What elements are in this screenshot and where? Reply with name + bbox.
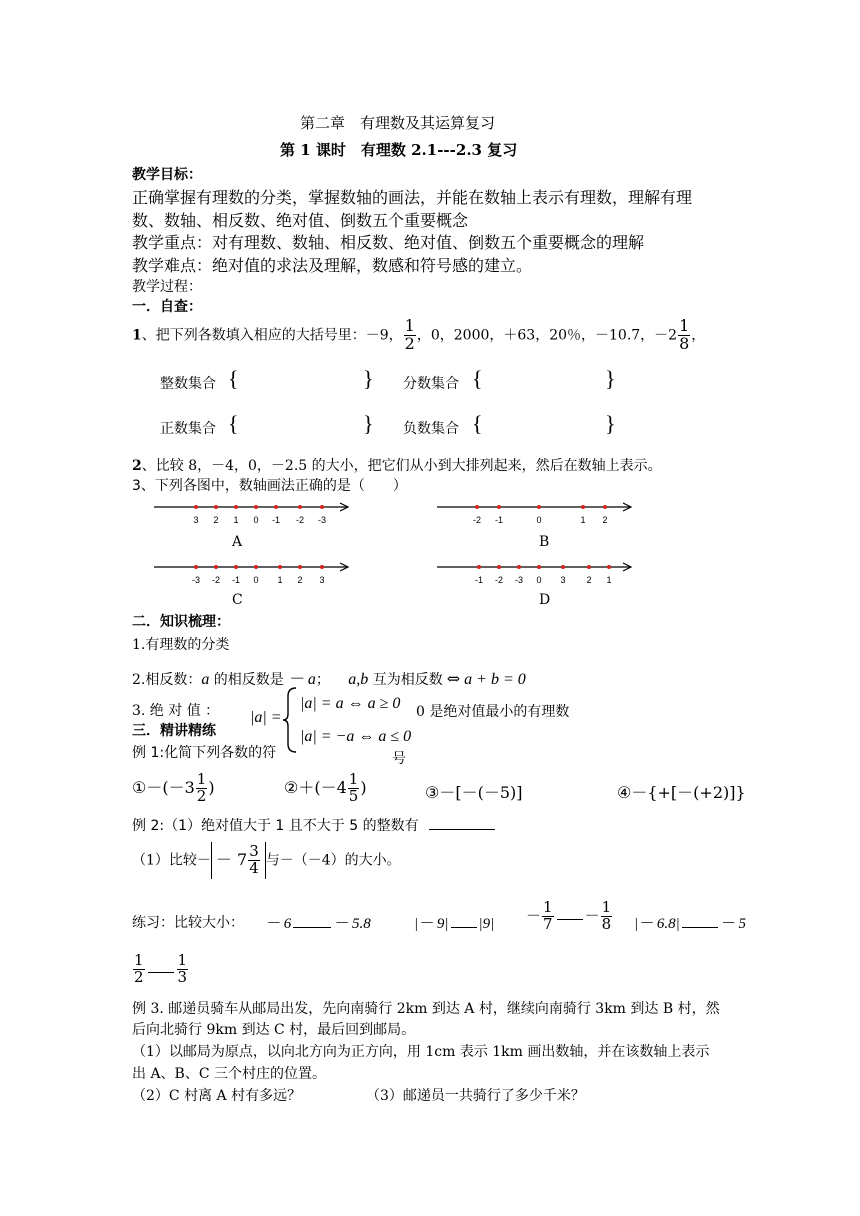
integer-set-close: }	[363, 366, 374, 391]
axis-tick-label: -2	[295, 515, 305, 525]
positive-set-label: 正数集合	[160, 421, 216, 437]
piecewise-brace	[282, 686, 298, 754]
practice-5-blank[interactable]	[148, 972, 174, 973]
fraction-set-close: }	[605, 366, 616, 391]
axis-point	[477, 565, 481, 569]
axis-point	[194, 505, 198, 509]
axis-tick-label: 0	[253, 575, 259, 585]
axis-point	[298, 565, 302, 569]
axis-point	[561, 565, 565, 569]
axis-point	[214, 505, 218, 509]
absolute-value-note: 0 是绝对值最小的有理数	[416, 704, 570, 720]
teaching-focus: 教学重点：对有理数、数轴、相反数、绝对值、倒数五个重要概念的理解	[132, 233, 645, 252]
axis-tick-label: 1	[606, 575, 612, 585]
absolute-value-case-1: |a| = a ⇔ a ≥ 0	[300, 695, 401, 712]
fraction-set-label: 分数集合	[403, 376, 459, 392]
axis-point	[320, 565, 324, 569]
example-3-line-2: 后向北骑行 9km 到达 C 村，最后回到邮局。	[132, 1022, 416, 1038]
axis-point	[278, 565, 282, 569]
section-2-title: 二．知识梳理：	[132, 614, 230, 630]
chapter-title: 第二章 有理数及其运算复习	[300, 114, 496, 132]
axis-tick-label: 2	[297, 575, 303, 585]
simplify-item-2: ②＋(－4 $\frac{1}{5}$ )	[284, 770, 367, 805]
axis-tick-label: -3	[514, 575, 524, 585]
section-3-title: 三．精讲精练	[132, 723, 216, 739]
axis-point	[234, 565, 238, 569]
axis-tick-label: 2	[602, 515, 608, 525]
example-1-continuation: 号	[392, 751, 406, 767]
question-3: 3、下列各图中，数轴画法正确的是（ ）	[132, 478, 407, 494]
axis-tick-label: -2	[472, 515, 482, 525]
axis-d-label: D	[539, 592, 551, 608]
axis-point	[497, 565, 501, 569]
practice-label: 练习：比较大小：	[132, 915, 244, 931]
axis-tick-label: -3	[191, 575, 201, 585]
goals-label: 教学目标：	[132, 167, 202, 183]
axis-tick-label: 0	[253, 515, 259, 525]
axis-c-label: C	[232, 592, 243, 608]
practice-5: $\frac{1}{2}$ $\frac{1}{3}$	[134, 951, 188, 986]
question-1-middle: ，0，2000，＋63，20％，－10.7，－2	[416, 327, 678, 344]
positive-set-close: }	[363, 411, 374, 436]
axis-tick-label: -3	[317, 515, 327, 525]
axis-tick-label: -1	[271, 515, 281, 525]
simplify-item-4: ④－{+[－(+2)]}	[617, 783, 746, 802]
axis-point	[603, 505, 607, 509]
practice-3-blank[interactable]	[557, 919, 583, 920]
axis-tick-label: -1	[494, 515, 504, 525]
practice-1: － 6 － 5.8	[265, 916, 371, 932]
axis-point	[607, 565, 611, 569]
section-1-title: 一．自查：	[132, 299, 202, 315]
axis-point	[254, 505, 258, 509]
absolute-value-lead: 3. 绝 对 值 ：	[132, 703, 220, 719]
negative-set-label: 负数集合	[403, 421, 459, 437]
axis-point	[581, 505, 585, 509]
example-3-question-3: （3）邮递员一共骑行了多少千米？	[366, 1088, 585, 1104]
axis-point	[254, 565, 258, 569]
axis-point	[214, 565, 218, 569]
axis-tick-label: 3	[193, 515, 199, 525]
example-3-question-2: （2）C 村离 A 村有多远？	[132, 1088, 302, 1104]
negative-set-close: }	[605, 411, 616, 436]
teaching-process: 教学过程：	[132, 279, 202, 295]
axis-tick-label: -1	[231, 575, 241, 585]
axis-point	[274, 505, 278, 509]
fraction-eighth: $\frac{1}{8}$	[679, 316, 690, 353]
axis-point	[517, 565, 521, 569]
lesson-title: 第 1 课时 有理数 2.1---2.3 复习	[280, 141, 518, 159]
number-line-a	[150, 498, 360, 528]
negative-set-open: {	[472, 411, 483, 436]
axis-tick-label: -2	[211, 575, 221, 585]
simplify-item-3: ③－[－(－5)]	[425, 783, 523, 802]
practice-2-blank[interactable]	[451, 927, 477, 928]
goals-line-2: 数、数轴、相反数、绝对值、倒数五个重要概念	[132, 211, 469, 230]
number-line-c	[150, 558, 360, 588]
axis-tick-label: 3	[319, 575, 325, 585]
fraction-half: $\frac{1}{2}$	[404, 316, 415, 353]
axis-point	[234, 505, 238, 509]
axis-point	[320, 505, 324, 509]
simplify-item-1: ①－(－3 $\frac{1}{2}$ )	[132, 770, 215, 805]
positive-set-open: {	[228, 411, 239, 436]
example-2: 例 2:（1）绝对值大于 1 且不大于 5 的整数有	[132, 815, 495, 835]
axis-tick-label: 1	[233, 515, 239, 525]
number-line-d	[433, 558, 639, 588]
example-3-line-4: 出 A、B、C 三个村庄的位置。	[132, 1066, 327, 1082]
axis-tick-label: 1	[277, 575, 283, 585]
answer-blank[interactable]	[429, 829, 495, 830]
axis-b-label: B	[539, 534, 550, 550]
absolute-value-lhs: |a| =	[250, 709, 282, 726]
goals-line-1: 正确掌握有理数的分类，掌握数轴的画法，并能在数轴上表示有理数，理解有理	[132, 188, 693, 207]
opposite-number-item: 2.相反数：a 的相反数是 － a； a,b 互为相反数 ⇔ a + b = 0	[132, 669, 526, 688]
axis-point	[537, 565, 541, 569]
teaching-difficulty: 教学难点：绝对值的求法及理解，数感和符号感的建立。	[132, 256, 533, 275]
question-1-number: 1	[132, 327, 142, 344]
number-line-b	[433, 498, 639, 528]
integer-set-label: 整数集合	[160, 376, 216, 392]
example-3-line-3: （1）以邮局为原点，以向北方向为正方向，用 1cm 表示 1km 画出数轴，并在该数轴上表示	[132, 1044, 710, 1060]
axis-tick-label: 0	[536, 575, 542, 585]
classification-item: 1.有理数的分类	[132, 637, 230, 653]
axis-tick-label: 0	[536, 515, 542, 525]
axis-point	[475, 505, 479, 509]
axis-tick-label: -1	[474, 575, 484, 585]
practice-4-blank[interactable]	[682, 927, 718, 928]
axis-point	[537, 505, 541, 509]
example-3-line-1: 例 3. 邮递员骑车从邮局出发，先向南骑行 2km 到达 A 村，继续向南骑行 3km 到达 B 村，然	[132, 1001, 720, 1017]
axis-tick-label: -2	[494, 575, 504, 585]
practice-4: |－ 6.8| － 5	[634, 916, 747, 932]
practice-2: |－ 9| |9|	[414, 916, 495, 932]
fraction-set-open: {	[472, 366, 483, 391]
axis-point	[587, 565, 591, 569]
axis-tick-label: 3	[560, 575, 566, 585]
axis-tick-label: 1	[580, 515, 586, 525]
axis-point	[298, 505, 302, 509]
practice-3: － $\frac{1}{7}$ － $\frac{1}{8}$	[526, 898, 612, 933]
integer-set-open: {	[228, 366, 239, 391]
compare-question: （1）比较－ － 7 $\frac{3}{4}$ 与－（－4）的大小。	[132, 842, 401, 877]
question-1-prefix: 、把下列各数填入相应的大括号里：－9，	[141, 327, 403, 344]
axis-tick-label: 2	[213, 515, 219, 525]
axis-a-label: A	[232, 534, 243, 550]
practice-1-blank[interactable]	[293, 927, 331, 928]
axis-point	[194, 565, 198, 569]
axis-point	[497, 505, 501, 509]
example-1: 例 1:化简下列各数的符	[132, 745, 277, 761]
question-1: 1、把下列各数填入相应的大括号里：－9， $\frac{1}{2}$ ，0，2000，＋63，20％，－10.7，－2 $\frac{1}{8}$ ，	[132, 316, 706, 353]
question-2: 2、比较 8，－4，0，－2.5 的大小，把它们从小到大排列起来，然后在数轴上表示。	[132, 458, 662, 474]
absolute-value-case-2: |a| = −a ⇔ a ≤ 0	[300, 728, 412, 745]
axis-tick-label: 2	[586, 575, 592, 585]
